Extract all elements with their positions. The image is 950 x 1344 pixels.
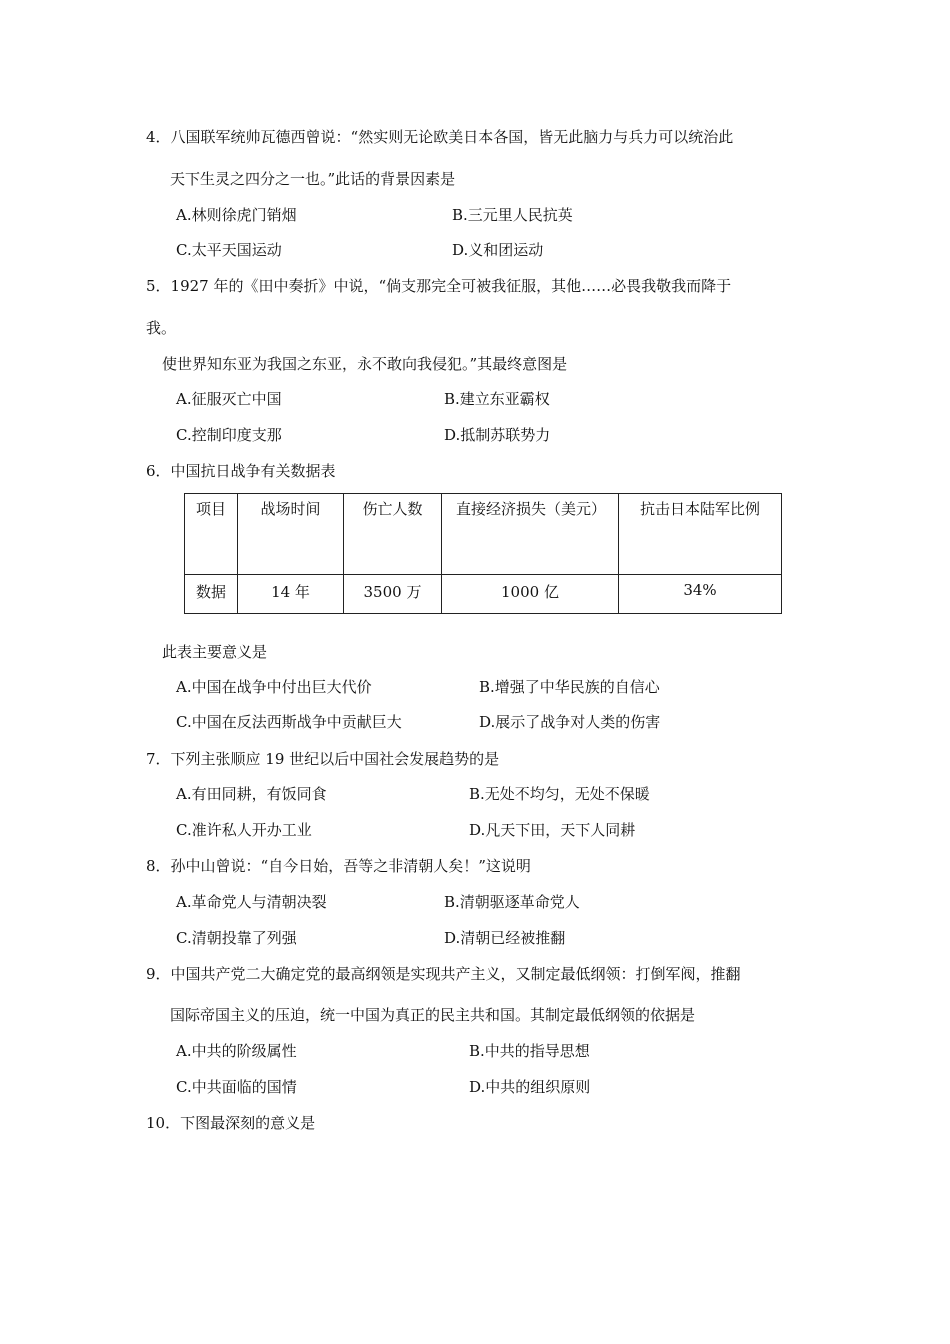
question-7-stem: 7．下列主张顺应 19 世纪以后中国社会发展趋势的是 [146,750,500,768]
question-6-question: 此表主要意义是 [162,643,268,661]
question-7-option-a: A.有田同耕，有饭同食 [176,785,327,803]
question-8-option-a: A.革命党人与清朝决裂 [176,893,327,911]
question-6-option-b: B.增强了中华民族的自信心 [479,678,660,696]
table-cell: 数据 [185,575,238,614]
question-10-stem: 10．下图最深刻的意义是 [146,1114,316,1132]
question-6-stem: 6．中国抗日战争有关数据表 [146,462,336,480]
question-9-stem-line1: 9．中国共产党二大确定党的最高纲领是实现共产主义，又制定最低纲领：打倒军阀，推翻 [146,965,741,983]
question-7-option-d: D.凡天下田，天下人同耕 [469,821,636,839]
question-9-option-a: A.中共的阶级属性 [176,1042,297,1060]
table-header-row [185,494,782,575]
table-header-cell: 直接经济损失（美元） [442,494,619,575]
question-4-option-d: D.义和团运动 [452,241,544,259]
war-data-table [184,493,782,614]
table-header-cell: 抗击日本陆军比例 [619,494,782,575]
question-6-option-a: A.中国在战争中付出巨大代价 [176,678,372,696]
table-header-cell: 项目 [185,494,238,575]
question-4-option-a: A.林则徐虎门销烟 [176,206,297,224]
question-8-option-c: C.清朝投靠了列强 [176,929,297,947]
question-4-option-c: C.太平天国运动 [176,241,282,259]
question-5-option-b: B.建立东亚霸权 [444,390,550,408]
table-cell: 3500 万 [344,575,442,614]
question-8-option-d: D.清朝已经被推翻 [444,929,566,947]
question-4-option-b: B.三元里人民抗英 [452,206,573,224]
table-row [185,575,782,614]
question-5-option-c: C.控制印度支那 [176,426,282,444]
question-9-stem-line2: 国际帝国主义的压迫，统一中国为真正的民主共和国。其制定最低纲领的依据是 [170,1006,696,1024]
question-5-stem-line1: 5．1927 年的《田中奏折》中说，“倘支那完全可被我征服，其他……必畏我敬我而降于 [146,277,732,295]
question-9-option-b: B.中共的指导思想 [469,1042,590,1060]
question-4-stem-line2: 天下生灵之四分之一也。”此话的背景因素是 [170,170,456,188]
question-9-option-c: C.中共面临的国情 [176,1078,297,1096]
question-5-stem-line3: 使世界知东亚为我国之东亚，永不敢向我侵犯。”其最终意图是 [162,355,568,373]
question-5-option-d: D.抵制苏联势力 [444,426,551,444]
question-7-option-b: B.无处不均匀，无处不保暖 [469,785,650,803]
question-5-stem-line2: 我。 [146,319,177,337]
question-6-option-d: D.展示了战争对人类的伤害 [479,713,661,731]
question-6-option-c: C.中国在反法西斯战争中贡献巨大 [176,713,402,731]
table-cell: 1000 亿 [442,575,619,614]
question-4-stem-line1: 4．八国联军统帅瓦德西曾说：“然实则无论欧美日本各国，皆无此脑力与兵力可以统治此 [146,128,734,146]
table-cell: 14 年 [238,575,344,614]
question-8-option-b: B.清朝驱逐革命党人 [444,893,580,911]
question-5-option-a: A.征服灭亡中国 [176,390,282,408]
table-header-cell: 战场时间 [238,494,344,575]
question-9-option-d: D.中共的组织原则 [469,1078,591,1096]
table-cell: 34% [619,575,782,614]
table-header-cell: 伤亡人数 [344,494,442,575]
question-7-option-c: C.准许私人开办工业 [176,821,312,839]
question-8-stem: 8．孙中山曾说：“自今日始，吾等之非清朝人矣！”这说明 [146,857,531,875]
